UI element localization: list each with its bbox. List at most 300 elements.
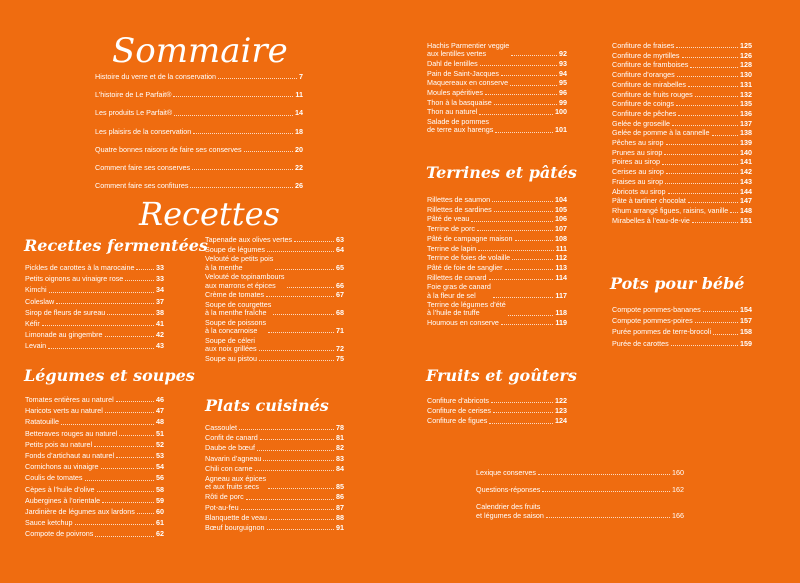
toc-entry (612, 129, 752, 137)
toc-entry (205, 465, 344, 473)
toc-entry-page: 51 (156, 428, 164, 438)
toc-entry-label: Fonds d’artichaut au naturel (25, 451, 115, 461)
toc-leader-dots (480, 65, 557, 66)
toc-leader-dots (269, 519, 334, 520)
toc-entry-label: Maquereaux en conserve (427, 78, 509, 88)
toc-entry-page: 18 (295, 126, 303, 136)
toc-entry-label: Confiture de pêches (612, 108, 677, 118)
toc-leader-dots (255, 470, 334, 471)
toc-entry-page: 37 (156, 296, 164, 306)
toc-entry (25, 474, 164, 482)
toc-entry (25, 331, 164, 339)
toc-entry-label: Confit de canard (205, 433, 258, 443)
toc-entry (427, 254, 567, 262)
toc-entry-label: Coleslaw (25, 296, 55, 306)
toc-leader-dots (510, 85, 557, 86)
toc-entry-label: Sauce ketchup (25, 518, 73, 528)
toc-leader-dots (116, 457, 154, 458)
toc-entry-label: Confiture de mirabelles (612, 79, 686, 89)
soupes-cont-list (205, 236, 344, 364)
toc-entry (612, 100, 752, 108)
toc-leader-dots (102, 502, 154, 503)
toc-entry-page: 83 (336, 453, 344, 463)
sommaire-title: Sommaire (112, 31, 288, 71)
toc-leader-dots (119, 435, 154, 436)
toc-entry (205, 424, 344, 432)
toc-entry-page: 141 (740, 157, 752, 167)
toc-leader-dots (241, 509, 334, 510)
toc-leader-dots (477, 230, 553, 231)
toc-entry-label: Rhum arrangé figues, raisins, vanille (612, 205, 729, 215)
toc-leader-dots (692, 222, 738, 223)
toc-entry (612, 197, 752, 205)
toc-entry-label: Aubergines à l’orientale (25, 495, 101, 505)
toc-entry-label: Moules apéritives (427, 88, 483, 98)
toc-leader-dots (95, 536, 154, 537)
toc-leader-dots (505, 269, 554, 270)
toc-entry (25, 452, 164, 460)
toc-leader-dots (666, 144, 738, 145)
toc-entry-page: 7 (299, 72, 303, 81)
toc-entry (25, 508, 164, 516)
toc-entry (427, 215, 567, 223)
recettes-title: Recettes (139, 195, 280, 233)
toc-leader-dots (671, 345, 738, 346)
toc-entry (427, 42, 567, 58)
toc-entry (205, 514, 344, 522)
toc-entry-page: 136 (740, 108, 752, 118)
toc-entry-page: 142 (740, 167, 752, 177)
toc-entry-label: Prunes au sirop (612, 147, 663, 157)
toc-entry-page: 94 (559, 68, 567, 78)
toc-entry-label: Cassoulet (205, 423, 237, 432)
toc-entry-page: 88 (336, 512, 344, 522)
toc-entry-label: Jardinière de légumes aux lardons (25, 507, 135, 517)
toc-leader-dots (672, 125, 738, 126)
toc-entry-page: 84 (336, 463, 344, 473)
toc-leader-dots (695, 96, 738, 97)
toc-entry-page: 148 (740, 205, 752, 215)
sommaire-list (95, 73, 303, 200)
toc-entry-page: 26 (295, 181, 303, 191)
toc-entry (205, 273, 344, 289)
toc-leader-dots (542, 491, 670, 492)
toc-entry (427, 319, 567, 327)
toc-entry-page: 59 (156, 495, 164, 505)
toc-leader-dots (267, 529, 334, 530)
toc-entry-page: 143 (740, 176, 752, 186)
toc-entry (427, 225, 567, 233)
toc-entry (427, 108, 567, 116)
toc-entry-page: 158 (740, 327, 752, 337)
toc-entry-label: Pâté de campagne maison (427, 233, 513, 243)
toc-entry (427, 407, 567, 415)
toc-entry (95, 109, 303, 117)
toc-entry (612, 317, 752, 325)
toc-leader-dots (511, 55, 557, 56)
toc-entry-label: Confiture de fruits rouges (612, 89, 693, 99)
toc-entry (25, 286, 164, 294)
toc-entry (612, 328, 752, 336)
toc-entry-label: Crème de tomates (205, 290, 265, 300)
toc-entry-label: Dahl de lentilles (427, 58, 478, 68)
toc-entry-label: Purée pommes de terre-brocoli (612, 327, 712, 337)
toc-entry (25, 275, 164, 283)
toc-entry-page: 114 (555, 272, 567, 282)
toc-entry-label: Foie gras de canard à la fleur de sel (427, 282, 491, 300)
toc-entry-label: Petits oignons au vinaigre rose (25, 274, 124, 284)
toc-entry-page: 66 (336, 280, 344, 290)
toc-entry-label: Rôti de porc (205, 492, 244, 502)
toc-entry-label: Compote pommes-poires (612, 316, 693, 326)
toc-entry (95, 91, 303, 99)
toc-entry (205, 493, 344, 501)
toc-leader-dots (275, 269, 334, 270)
toc-entry-label: Agneau aux épices et aux fruits secs (205, 474, 267, 492)
toc-entry (25, 264, 164, 272)
toc-entry (612, 52, 752, 60)
toc-leader-dots (489, 279, 554, 280)
toc-leader-dots (546, 517, 670, 518)
toc-entry-page: 113 (555, 262, 567, 272)
toc-leader-dots (174, 115, 293, 116)
plats-list (205, 424, 344, 534)
toc-entry-page: 137 (740, 118, 752, 128)
toc-leader-dots (268, 332, 334, 333)
toc-leader-dots (695, 322, 738, 323)
toc-leader-dots (257, 450, 334, 451)
toc-leader-dots (287, 287, 334, 288)
toc-entry (25, 320, 164, 328)
toc-entry-label: Confiture de framboises (612, 60, 689, 70)
toc-leader-dots (137, 513, 154, 514)
toc-entry-label: Terrine de lapin (427, 243, 477, 253)
toc-leader-dots (260, 439, 334, 440)
toc-entry (95, 146, 303, 154)
toc-entry (95, 164, 303, 172)
toc-entry-page: 118 (555, 308, 567, 318)
toc-entry-label: Houmous en conserve (427, 318, 499, 328)
toc-leader-dots (494, 104, 557, 105)
toc-entry-label: Pot-au-feu (205, 502, 239, 512)
toc-entry-page: 125 (740, 41, 752, 50)
toc-entry-label: Tapenade aux olives vertes (205, 235, 293, 244)
toc-entry-page: 131 (740, 79, 752, 89)
toc-entry (427, 417, 567, 425)
terrines-list (427, 196, 567, 329)
toc-leader-dots (259, 360, 334, 361)
toc-entry (427, 283, 567, 299)
toc-entry-label: Confiture d’oranges (612, 70, 675, 80)
toc-entry (205, 504, 344, 512)
toc-leader-dots (688, 86, 738, 87)
toc-leader-dots (665, 183, 738, 184)
toc-entry (25, 396, 164, 404)
toc-entry-page: 62 (156, 529, 164, 539)
toc-entry-page: 117 (555, 290, 567, 300)
toc-entry (25, 497, 164, 505)
toc-entry-page: 33 (156, 263, 164, 272)
toc-entry-page: 41 (156, 319, 164, 329)
toc-entry (612, 81, 752, 89)
toc-leader-dots (239, 429, 334, 430)
toc-entry-page: 34 (156, 285, 164, 295)
toc-leader-dots (94, 446, 154, 447)
toc-entry-label: Confiture d’abricots (427, 396, 489, 405)
toc-entry (612, 110, 752, 118)
toc-leader-dots (97, 491, 154, 492)
toc-entry-page: 52 (156, 439, 164, 449)
toc-entry-page: 166 (672, 510, 684, 520)
toc-leader-dots (495, 132, 553, 133)
toc-entry (427, 118, 567, 134)
toc-leader-dots (678, 115, 738, 116)
toc-leader-dots (730, 212, 738, 213)
toc-entry-label: Bœuf bourguignon (205, 523, 265, 533)
toc-entry-page: 107 (555, 224, 567, 234)
fruits-cont-list (612, 42, 752, 226)
toc-entry-page: 65 (336, 262, 344, 272)
toc-entry-page: 20 (295, 144, 303, 154)
toc-leader-dots (268, 488, 334, 489)
toc-entry-label: Daube de bœuf (205, 443, 255, 453)
toc-entry (95, 73, 303, 81)
toc-entry (427, 206, 567, 214)
toc-leader-dots (713, 334, 738, 335)
toc-entry-label: Les plaisirs de la conservation (95, 126, 192, 136)
toc-entry-label: Soupe au pistou (205, 353, 257, 363)
toc-entry-page: 33 (156, 274, 164, 284)
toc-entry (205, 355, 344, 363)
toc-entry (95, 182, 303, 190)
toc-entry-page: 123 (555, 406, 567, 416)
toc-entry (25, 530, 164, 538)
toc-entry (427, 70, 567, 78)
toc-leader-dots (493, 297, 553, 298)
toc-entry-page: 14 (295, 108, 303, 118)
toc-entry-page: 64 (336, 244, 344, 254)
toc-entry-label: Kéfir (25, 319, 40, 329)
toc-entry-page: 60 (156, 507, 164, 517)
toc-entry-page: 82 (336, 443, 344, 453)
toc-leader-dots (493, 412, 553, 413)
toc-entry-page: 132 (740, 89, 752, 99)
toc-leader-dots (218, 78, 297, 79)
toc-entry (612, 42, 752, 50)
plats-cont-list (427, 42, 567, 136)
toc-entry-label: Limonade au gingembre (25, 330, 103, 340)
toc-entry-page: 139 (740, 138, 752, 148)
toc-entry-label: Rillettes de sardines (427, 204, 492, 214)
toc-entry (612, 149, 752, 157)
toc-entry-label: Ratatouille (25, 417, 59, 427)
toc-leader-dots (512, 259, 553, 260)
toc-entry-label: Rillettes de saumon (427, 195, 491, 204)
toc-leader-dots (492, 201, 553, 202)
toc-entry-label: Velouté de topinambours aux marrons et épices (205, 272, 285, 290)
toc-leader-dots (494, 211, 553, 212)
toc-leader-dots (244, 151, 293, 152)
toc-leader-dots (192, 169, 293, 170)
toc-leader-dots (662, 164, 738, 165)
toc-entry-page: 157 (740, 316, 752, 326)
toc-entry-label: Chili con carne (205, 463, 253, 473)
toc-leader-dots (75, 524, 154, 525)
toc-leader-dots (173, 96, 293, 97)
toc-entry-label: Rillettes de canard (427, 272, 487, 282)
toc-entry-label: Lexique conserves (476, 468, 536, 477)
section-title-terrines: Terrines et pâtés (426, 163, 577, 182)
toc-entry-label: Soupe de céleri aux noix grillées (205, 335, 257, 353)
toc-entry-label: Petits pois au naturel (25, 439, 93, 449)
toc-leader-dots (478, 250, 554, 251)
toc-entry-label: Coulis de tomates (25, 473, 83, 483)
toc-leader-dots (485, 94, 557, 95)
toc-entry (427, 264, 567, 272)
toc-leader-dots (501, 75, 557, 76)
toc-entry-page: 78 (336, 423, 344, 432)
toc-entry-page: 68 (336, 308, 344, 318)
toc-entry (612, 217, 752, 225)
toc-entry-label: Quatre bonnes raisons de faire ses conserves (95, 144, 242, 154)
toc-entry-page: 108 (555, 233, 567, 243)
toc-entry (612, 120, 752, 128)
toc-entry-page: 96 (559, 88, 567, 98)
toc-entry-label: Confiture de myrtilles (612, 50, 680, 60)
toc-entry (205, 524, 344, 532)
toc-entry-label: Tomates entières au naturel (25, 395, 114, 404)
toc-entry-label: Thon au naturel (427, 107, 478, 117)
toc-entry-page: 48 (156, 417, 164, 427)
toc-entry (612, 178, 752, 186)
toc-entry (205, 246, 344, 254)
toc-entry (427, 196, 567, 204)
toc-entry-page: 58 (156, 484, 164, 494)
toc-entry (205, 319, 344, 335)
toc-entry-page: 104 (555, 195, 567, 204)
toc-entry-page: 128 (740, 60, 752, 70)
toc-leader-dots (116, 401, 154, 402)
toc-entry (25, 519, 164, 527)
toc-entry (476, 469, 684, 477)
toc-leader-dots (105, 412, 154, 413)
toc-entry-page: 75 (336, 353, 344, 363)
toc-leader-dots (666, 173, 738, 174)
toc-entry (25, 342, 164, 350)
toc-entry-page: 11 (295, 90, 303, 100)
toc-entry-page: 95 (559, 78, 567, 88)
toc-leader-dots (246, 499, 334, 500)
toc-entry-page: 147 (740, 196, 752, 206)
toc-entry-label: Fraises au sirop (612, 176, 664, 186)
toc-entry-page: 54 (156, 462, 164, 472)
toc-entry-page: 43 (156, 341, 164, 351)
toc-entry-page: 71 (336, 326, 344, 336)
toc-entry-label: Cornichons au vinaigre (25, 462, 99, 472)
toc-leader-dots (538, 474, 670, 475)
toc-entry-page: 105 (555, 204, 567, 214)
toc-entry-label: Gelée de groseille (612, 118, 670, 128)
toc-entry-label: Abricots au sirop (612, 186, 666, 196)
toc-entry (25, 418, 164, 426)
toc-entry (427, 99, 567, 107)
toc-entry-page: 138 (740, 128, 752, 138)
toc-entry (476, 486, 684, 494)
toc-entry-page: 93 (559, 58, 567, 68)
toc-entry-page: 119 (555, 318, 567, 328)
toc-entry (612, 188, 752, 196)
toc-entry (612, 207, 752, 215)
toc-entry (205, 337, 344, 353)
toc-leader-dots (491, 402, 553, 403)
toc-leader-dots (273, 314, 334, 315)
toc-entry-page: 135 (740, 99, 752, 109)
toc-entry-label: Pâte à tartiner chocolat (612, 196, 686, 206)
toc-leader-dots (682, 57, 738, 58)
toc-entry (205, 291, 344, 299)
toc-entry (205, 236, 344, 244)
toc-entry-page: 151 (740, 215, 752, 225)
toc-entry-page: 112 (555, 253, 567, 263)
toc-entry-label: Terrine de porc (427, 224, 475, 234)
toc-entry-label: Mirabelles à l’eau-de-vie (612, 215, 690, 225)
toc-leader-dots (489, 423, 553, 424)
toc-entry-label: Hachis Parmentier veggie aux lentilles vertes (427, 41, 510, 59)
toc-entry (427, 274, 567, 282)
toc-entry-label: Terrine de légumes d’été à l’huile de truffe (427, 300, 506, 318)
toc-entry-page: 126 (740, 50, 752, 60)
toc-entry-page: 53 (156, 451, 164, 461)
toc-leader-dots (101, 468, 154, 469)
legumes-list (25, 396, 164, 542)
toc-leader-dots (294, 241, 334, 242)
toc-entry-page: 144 (740, 186, 752, 196)
toc-entry (612, 306, 752, 314)
toc-entry-label: Soupe de légumes (205, 244, 265, 254)
toc-entry-page: 47 (156, 406, 164, 416)
toc-entry-label: Pickles de carottes à la marocaine (25, 263, 135, 272)
toc-entry-label: Confiture de figues (427, 416, 488, 426)
toc-entry-page: 81 (336, 433, 344, 443)
toc-entry-label: Pain de Saint-Jacques (427, 68, 499, 78)
toc-leader-dots (267, 251, 334, 252)
toc-entry-label: Pâté de veau (427, 214, 470, 224)
toc-entry-label: Navarin d’agneau (205, 453, 262, 463)
toc-entry-page: 46 (156, 395, 164, 404)
toc-entry (25, 407, 164, 415)
toc-leader-dots (479, 114, 553, 115)
toc-entry (25, 486, 164, 494)
toc-leader-dots (136, 269, 154, 270)
toc-entry-label: Confiture de cerises (427, 406, 491, 416)
toc-entry-page: 106 (555, 214, 567, 224)
toc-leader-dots (105, 336, 154, 337)
toc-leader-dots (690, 67, 738, 68)
toc-entry-page: 87 (336, 502, 344, 512)
toc-leader-dots (259, 350, 334, 351)
toc-entry (95, 128, 303, 136)
toc-entry-page: 111 (555, 243, 567, 253)
toc-entry-label: Questions-réponses (476, 485, 541, 495)
toc-entry-label: Salade de pommes de terre aux harengs (427, 117, 494, 135)
toc-entry-label: Cèpes à l’huile d’olive (25, 484, 95, 494)
toc-entry (205, 434, 344, 442)
toc-entry-label: Betteraves rouges au naturel (25, 428, 118, 438)
toc-entry-label: Comment faire ses confitures (95, 181, 189, 191)
toc-entry-label: Les produits Le Parfait® (95, 108, 173, 118)
toc-entry-label: Cerises au sirop (612, 167, 664, 177)
section-title-plats: Plats cuisinés (205, 396, 329, 415)
